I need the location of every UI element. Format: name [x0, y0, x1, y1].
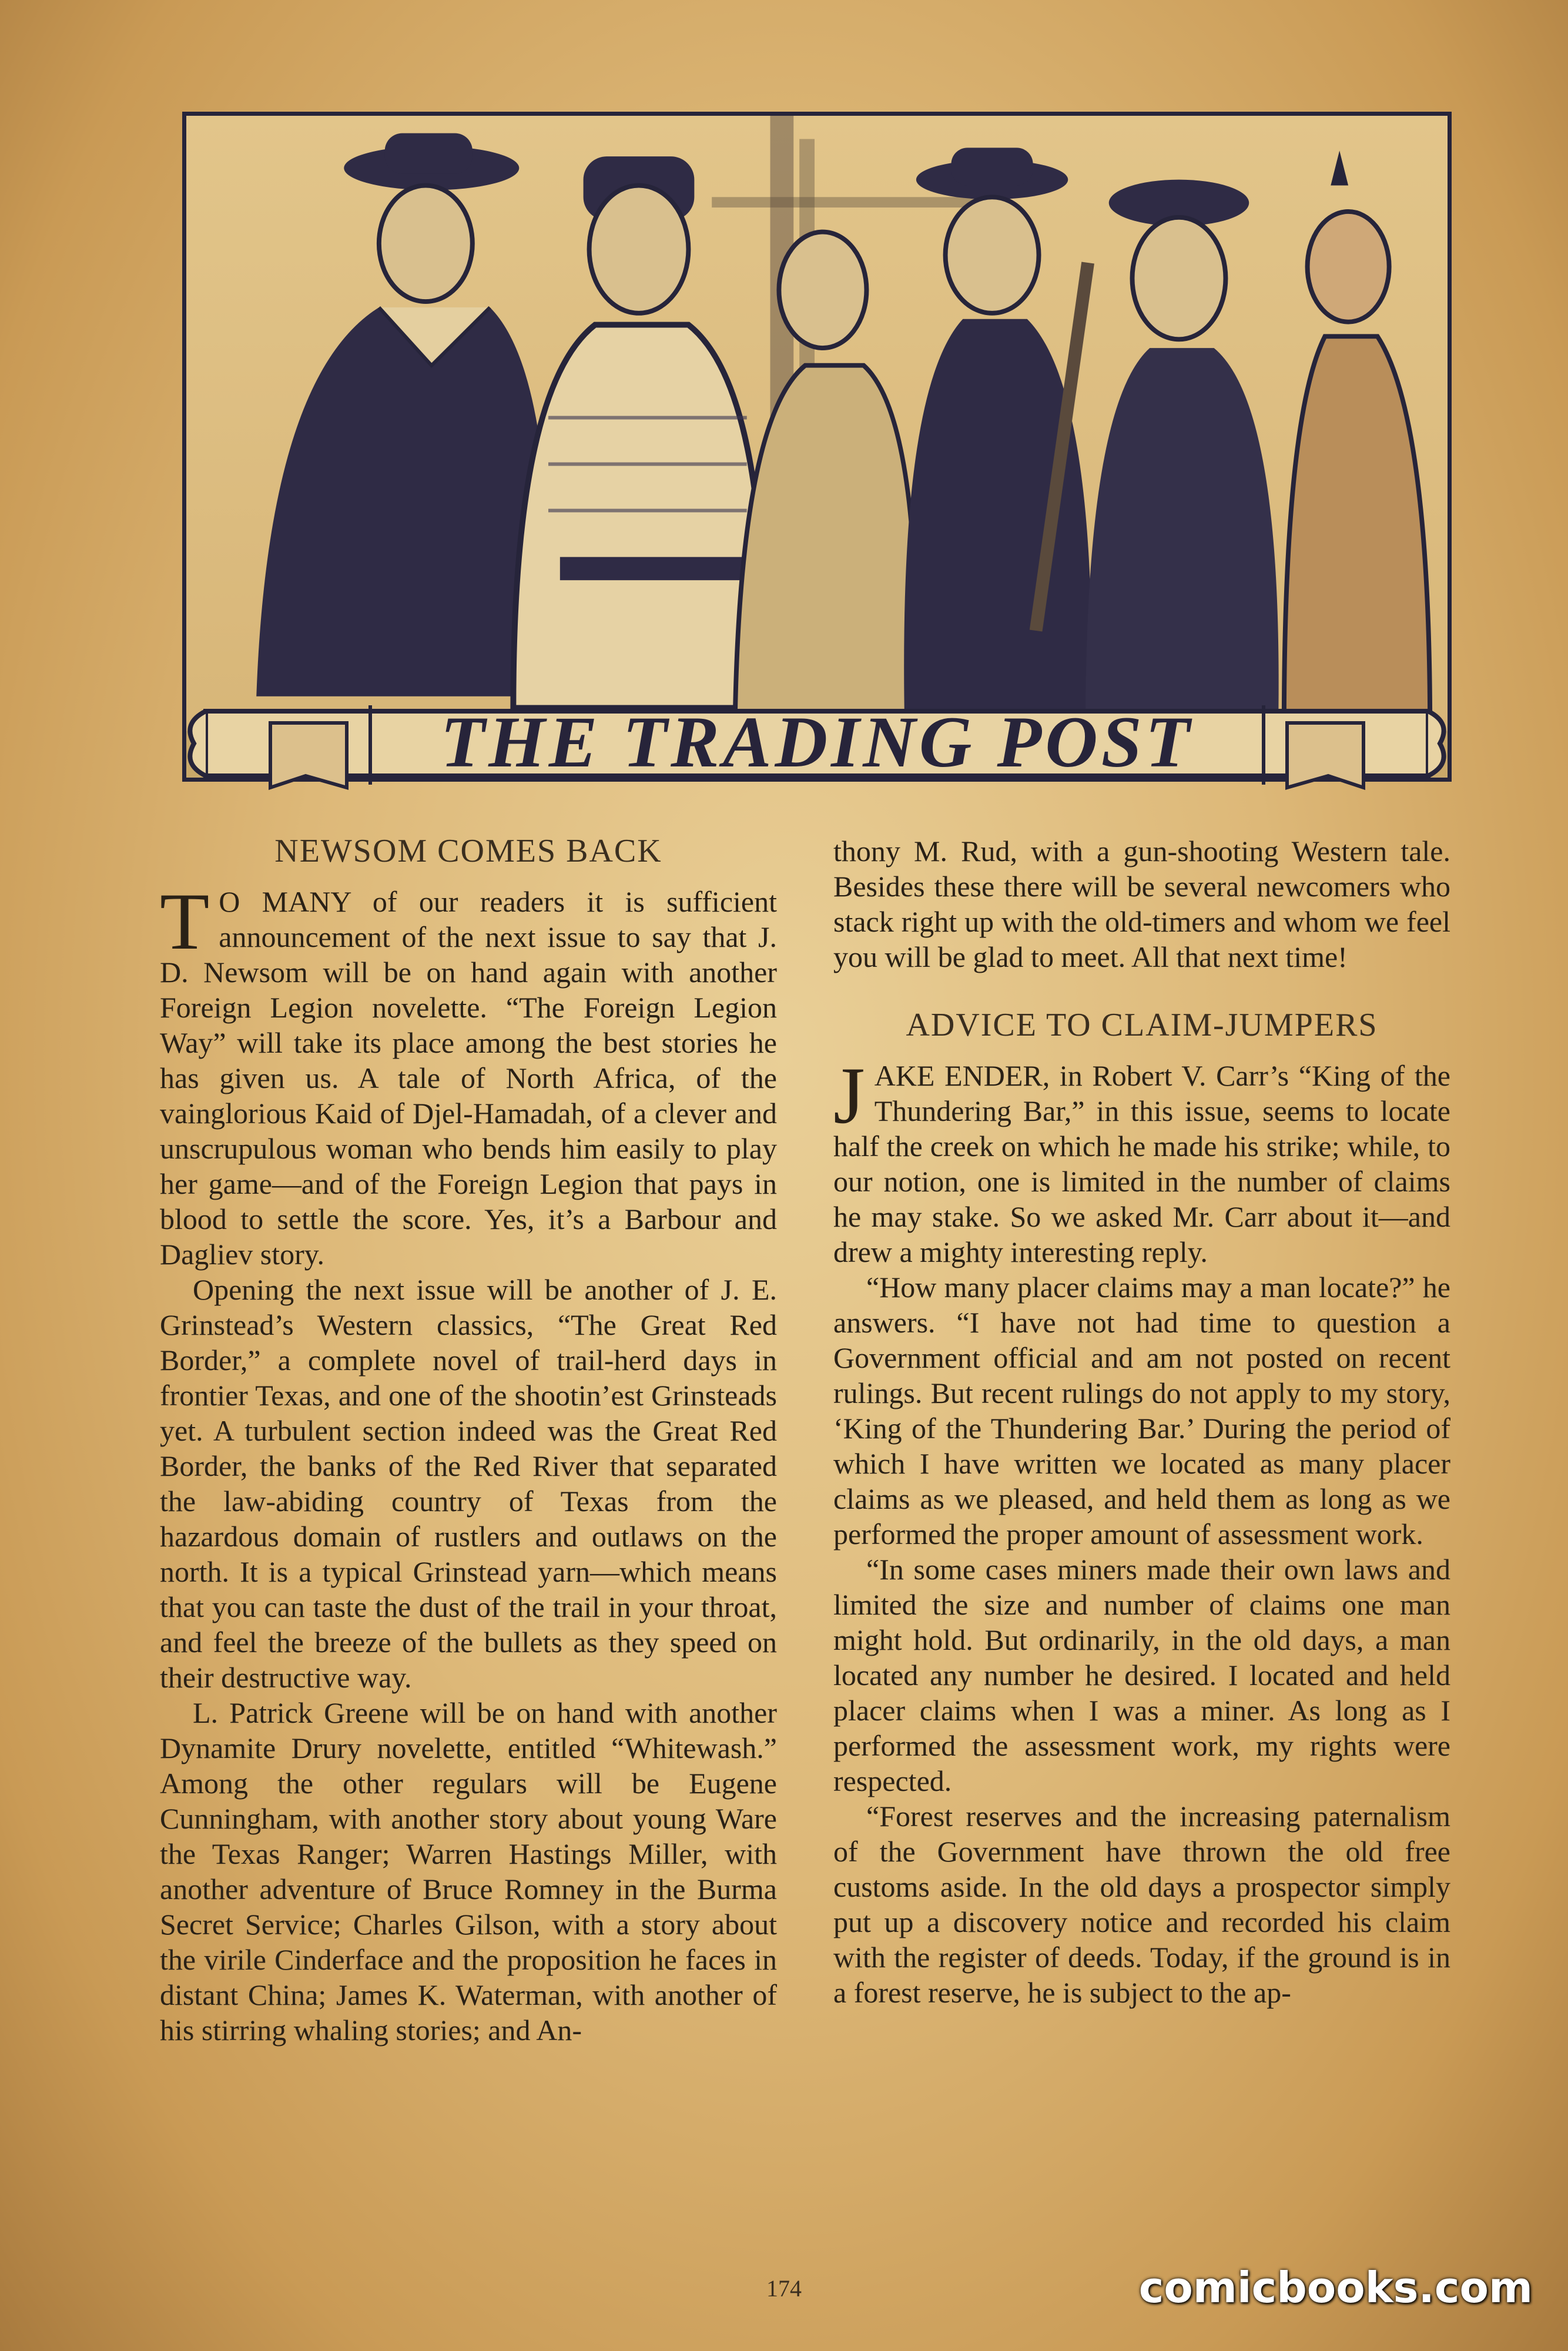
article-paragraph — [160, 876, 777, 1272]
article-paragraph: “Forest reserves and the increasing paternalism of the Government have thrown the old free customs aside. In the old days a prospector simply put up a discovery notice and recorded his claim with the register of deeds. Today, if the ground is in a forest reserve, he is subject to the ap- — [833, 1800, 1450, 2009]
article-paragraph: “How many placer claims may a man locate?” he answers. “I have not had time to question a Government official and am not posted on recent rulings. But recent rulings do not apply to my story, ‘King of the Thundering Bar.’ During the period of which I have written we located as many placer claims as we pleased, and held them as long as we performed the proper amount of assessment work. — [833, 1271, 1450, 1550]
article-paragraph: L. Patrick Greene will be on hand with another Dynamite Drury novelette, entitled “Whitewash.” Among the other regulars will be Eugene Cunningham, with another story about young Ware the Texas Ranger; Warren Hastings Miller, with another adventure of Bruce Romney in the Burma Secret Service; Charles Gilson, with a story about the virile Cinderface and the proposition he faces in distant China; James K. Waterman, with another of his stirring whaling stories; and An- — [160, 1696, 777, 2047]
site-watermark: comicbooks.com — [1138, 2263, 1533, 2312]
section-title: THE TRADING POST — [440, 702, 1194, 782]
article-paragraph-continued: thony M. Rud, with a gun-shooting Western tale. Besides these there will be several newcomers who stack right up with the old-timers and whom we feel you will be glad to meet. All that next time! — [833, 835, 1450, 973]
article-paragraph — [833, 1050, 1450, 1270]
article-heading-newsom: NEWSOM COMES BACK — [274, 833, 662, 869]
article-heading-claim-jumpers: ADVICE TO CLAIM-JUMPERS — [906, 1007, 1378, 1043]
section-title-banner — [170, 688, 1463, 805]
drop-cap: J — [833, 1050, 865, 1140]
article-paragraph: “In some cases miners made their own laws and limited the size and number of claims one man might hold. But ordinarily, in the old days, a man located any number he desired. I located and held placer claims when I was a miner. As long as I performed the assessment work, my rights were respected. — [833, 1553, 1450, 1797]
drop-cap: T — [160, 876, 210, 966]
section-spacer — [833, 974, 1450, 1007]
frontier-men-illustration — [182, 112, 1452, 782]
paragraph-text: O MANY of our readers it is sufficient announcement of the next issue to say that J. D. Newsom will be on hand again with another Foreign Legion novelette. “The Foreign Legion Way” will take its place among the best stories he has given us. A tale of North Africa, of the vainglorious Kaid of Djel-Hamadah, of a clever and unscrupulous woman who bends him easily to play her game—and of the Foreign Legion that pays in blood to settle the score. Yes, it’s a Barbour and Dagliev story. — [160, 885, 777, 1271]
illustration-artwork — [186, 116, 1448, 778]
article-paragraph: Opening the next issue will be another of J. E. Grinstead’s Western classics, “The Great Red Border,” a complete novel of trail-herd days in frontier Texas, and one of the shootin’est Grinsteads yet. A turbulent section indeed was the Great Red Border, the banks of the Red River that separated the law-abiding country of Texas from the hazardous domain of rustlers and outlaws on the north. It is a typical Grinstead yarn—which means that you can taste the dust of the trail in your throat, and feel the breeze of the bullets as they speed on their destructive way. — [160, 1273, 777, 1694]
left-column — [160, 833, 777, 2048]
page-number: 174 — [766, 2275, 802, 2302]
right-column — [833, 833, 1450, 2010]
paragraph-text: AKE ENDER, in Robert V. Carr’s “King of the Thundering Bar,” in this issue, seems to locate half the creek on which he made his strike; while, to our notion, one is limited in the number of claims he may stake. So we asked Mr. Carr about it—and drew a mighty interesting reply. — [833, 1059, 1450, 1268]
